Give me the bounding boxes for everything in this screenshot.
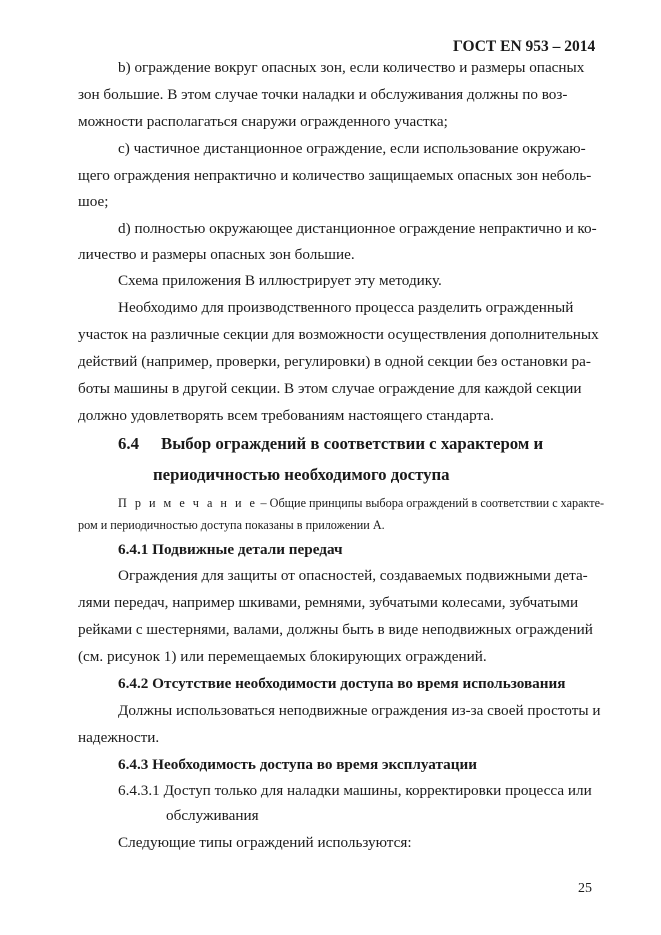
text-line: должно удовлетворять всем требованиям настоящего стандарта. [78,407,494,424]
text-line: d) полностью окружающее дистанционное ограждение непрактично и ко- [118,220,597,237]
text-line: Следующие типы ограждений используются: [118,834,412,851]
text-line: действий (например, проверки, регулировки) в одной секции без остановки ра- [78,353,591,370]
text-line: боты машины в другой секции. В этом случае ограждение для каждой секции [78,380,582,397]
note-text-cont: ром и периодичностью доступа показаны в приложении А. [78,518,385,532]
note-label: П р и м е ч а н и е [118,496,258,510]
text-line: шое; [78,193,109,210]
section-number: 6.4 [118,434,139,453]
page-number: 25 [578,881,592,896]
section-title: Выбор ограждений в соответствии с характером и [161,434,544,453]
text-line: зон большие. В этом случае точки наладки и обслуживания должны по воз- [78,86,568,103]
text-line: (см. рисунок 1) или перемещаемых блокирующих ограждений. [78,648,487,665]
text-line: Необходимо для производственного процесса разделить огражденный [118,299,574,316]
text-line: b) ограждение вокруг опасных зон, если количество и размеры опасных [118,59,585,76]
section-title-cont: периодичностью необходимого доступа [153,465,450,484]
text-line: Схема приложения В иллюстрирует эту методику. [118,272,442,289]
note [118,496,604,511]
subsection-heading: 6.4.1 Подвижные детали передач [118,541,343,558]
document-code: ГОСТ EN 953 – 2014 [453,38,596,55]
clause-heading: 6.4.3.1 Доступ только для наладки машины, корректировки процесса или [118,782,592,799]
text-line: участок на различные секции для возможности осуществления дополнительных [78,326,599,343]
note-text: – Общие принципы выбора ограждений в соответствии с характе- [257,496,605,510]
text-line: личество и размеры опасных зон большие. [78,246,355,263]
text-line: рейками с шестернями, валами, должны быть в виде неподвижных ограждений [78,621,593,638]
text-line: c) частичное дистанционное ограждение, если использование окружаю- [118,140,586,157]
clause-heading-cont: обслуживания [166,807,259,824]
text-line: Ограждения для защиты от опасностей, создаваемых подвижными дета- [118,567,588,584]
subsection-heading: 6.4.3 Необходимость доступа во время эксплуатации [118,756,477,773]
text-line: можности располагаться снаружи огражденного участка; [78,113,448,130]
text-line: щего ограждения непрактично и количество защищаемых опасных зон неболь- [78,167,592,184]
text-line: Должны использоваться неподвижные ограждения из-за своей простоты и [118,702,601,719]
subsection-heading: 6.4.2 Отсутствие необходимости доступа во время использования [118,675,566,692]
text-line: надежности. [78,729,160,746]
text-line: лями передач, например шкивами, ремнями, зубчатыми колесами, зубчатыми [78,594,579,611]
